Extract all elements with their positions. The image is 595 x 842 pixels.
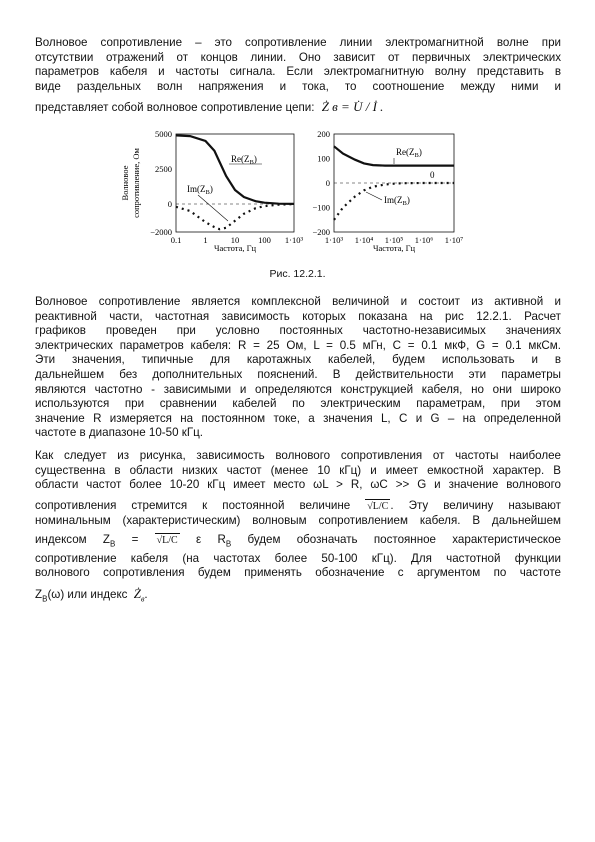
x-tick-label: 10: [230, 235, 240, 245]
sqrt-lc-2-text: L/C: [162, 534, 178, 546]
p1-line-2: отсутствии отражений от концов линии. Оно зависит от первичных электрических: [35, 50, 561, 64]
y-tick-label: 0: [167, 199, 172, 209]
p2-line-2: реактивной части, частотная зависимость которых показана на рис 12.2.1. Расчет: [35, 309, 561, 323]
p3-line-6b: =: [115, 532, 139, 546]
p2-line-6: дальнейшем без дополнительных пояснений. В действительности эти параметры: [35, 367, 561, 381]
paragraph-1: [35, 36, 561, 116]
figure-caption: Рис. 12.2.1.: [269, 268, 326, 280]
p2-line-5: Эти значения, типичные для каротажных кабелей, будем использовать и в: [35, 353, 561, 367]
p3-line-6d: будем обозначать постоянное характеристическое: [231, 532, 561, 546]
paragraph-3: [35, 449, 561, 607]
p3-line-5: номинальным (характеристическим) волновым сопротивлением кабеля. В дальнейшем: [35, 514, 561, 528]
chart-left-frame: [176, 134, 294, 232]
p3-line-9: $Z_В(\omega)$ или индекс $Ż_в$.: [35, 586, 148, 604]
p3-line-2: существенна в области низких частот (менее 10 кГц) и имеет емкостной характер. В: [35, 463, 561, 477]
x-tick-label: 1·10⁴: [354, 235, 374, 245]
y-tick-label: 100: [317, 153, 330, 164]
p1-line-3: параметров кабеля и частоты сигнала. Если электромагнитную волну представить в: [35, 65, 561, 79]
p3-line-6a: индексом Z: [35, 532, 110, 546]
chart-left-ylabel: Волновое: [120, 165, 130, 201]
y-tick-label: 0: [325, 178, 330, 188]
chart-right-zero-annotation: 0: [430, 170, 435, 180]
p3-line-9a: Z: [35, 588, 43, 602]
y-tick-label: −200: [312, 227, 330, 237]
p3-line-6: [35, 533, 561, 552]
p3-line-4b: . Эту величину называют: [390, 498, 561, 512]
formula-zv: Ż в = U̇ / İ .: [321, 99, 384, 115]
chart-left-xlabel: Частота, Гц: [213, 243, 257, 253]
x-tick-label: 1·10⁶: [414, 235, 434, 245]
chart-left-im-series: [176, 204, 294, 229]
y-tick-label: 200: [317, 129, 330, 139]
p2-line-7: являются частотно - зависимыми и определяются конструкцией кабеля, но они широко: [35, 382, 561, 396]
y-tick-label: 5000: [155, 129, 172, 139]
y-tick-label: −2000: [150, 227, 172, 237]
chart-right-re-label: $Re(Z_В)$: [396, 147, 422, 159]
p3-line-6-sub: В: [110, 539, 116, 549]
chart-left: [120, 129, 304, 253]
chart-right-xlabel: Частота, Гц: [372, 243, 416, 253]
chart-left-re-label: $Re(Z_В)$: [231, 154, 257, 166]
p2-line-4: электрических параметров кабеля: R = 25 Ом, L = 0.5 мГн, C = 0.1 мкФ, G = 0.1 мкСм.: [35, 338, 561, 352]
p3-line-9-sub: В: [42, 594, 48, 604]
p3-line-6-sub2: В: [225, 539, 232, 549]
x-tick-label: 1: [203, 235, 208, 245]
paragraph-2: [35, 295, 561, 441]
sqrt-lc-1-text: L/C: [372, 500, 389, 512]
p3-line-7: сопротивление кабеля (на частотах более 50-100 кГц). Для частотной функции: [35, 551, 561, 565]
x-tick-label: 1·10⁵: [384, 235, 404, 245]
p3-line-9b: (ω) или индекс: [47, 588, 128, 602]
sqrt-lc-1: √L/C: [365, 499, 390, 515]
x-tick-label: 1·10³: [284, 235, 304, 245]
p3-line-1: Как следует из рисунка, зависимость волнового сопротивления от частоты наиболее: [35, 449, 561, 462]
p3-line-3: области частот более 10-20 кГц имеет место ωL > R, ωC >> G и значение волнового: [35, 478, 561, 492]
figure-12-2-1: [0, 128, 595, 268]
chart-right-im-leader: [366, 192, 382, 200]
y-tick-label: 2500: [155, 164, 172, 174]
chart-left-yticks: [150, 129, 172, 237]
p3-line-4: [35, 499, 561, 515]
x-tick-label: 1·10³: [324, 235, 344, 245]
chart-right-yticks: [312, 129, 330, 237]
y-tick-label: −100: [312, 202, 330, 213]
p3-line-6c: ε R: [179, 532, 226, 546]
p3-line-4a: сопротивления стремится к постоянной величине: [35, 498, 351, 512]
chart-left-im-leader: [198, 195, 228, 221]
p3-line-8: волнового сопротивления будем применять обозначение с аргументом по частоте: [35, 566, 561, 580]
p1-line-4: виде раздельных волн напряжения и тока, то соотношение между ними и: [35, 79, 561, 93]
index-zv-dot: $Ż_в$: [133, 586, 145, 604]
p2-line-9: значение R измеряется на постоянном токе, а значения L, C и G – на определенной: [35, 411, 561, 425]
chart-left-ylabel-2: сопротивление, Ом: [131, 148, 141, 218]
p1-line-5-text: представляет собой волновое сопротивление цепи:: [35, 101, 315, 115]
chart-left-im-label: $Im(Z_В)$: [187, 184, 213, 196]
chart-right: [312, 129, 463, 253]
x-tick-label: 1·10⁷: [444, 235, 464, 245]
p2-line-3: графиков проведен при условно постоянных частотно-независимых значениях: [35, 324, 561, 338]
sqrt-lc-2: √L/C: [155, 533, 180, 549]
p2-line-1: Волновое сопротивление является комплексной величиной и состоит из активной и: [35, 295, 561, 308]
x-tick-label: 0.1: [170, 235, 182, 245]
p1-line-1: Волновое сопротивление – это сопротивление линии электромагнитной волне при: [35, 36, 561, 49]
p1-line-5: [35, 100, 561, 116]
chart-right-im-label: $Im(Z_В)$: [384, 195, 410, 207]
x-tick-label: 100: [258, 235, 271, 245]
p2-line-10: частоте в диапазоне 10-50 кГц.: [35, 426, 203, 440]
p2-line-8: используются при сравнении кабелей по электрическим параметрам, при этом: [35, 397, 561, 411]
